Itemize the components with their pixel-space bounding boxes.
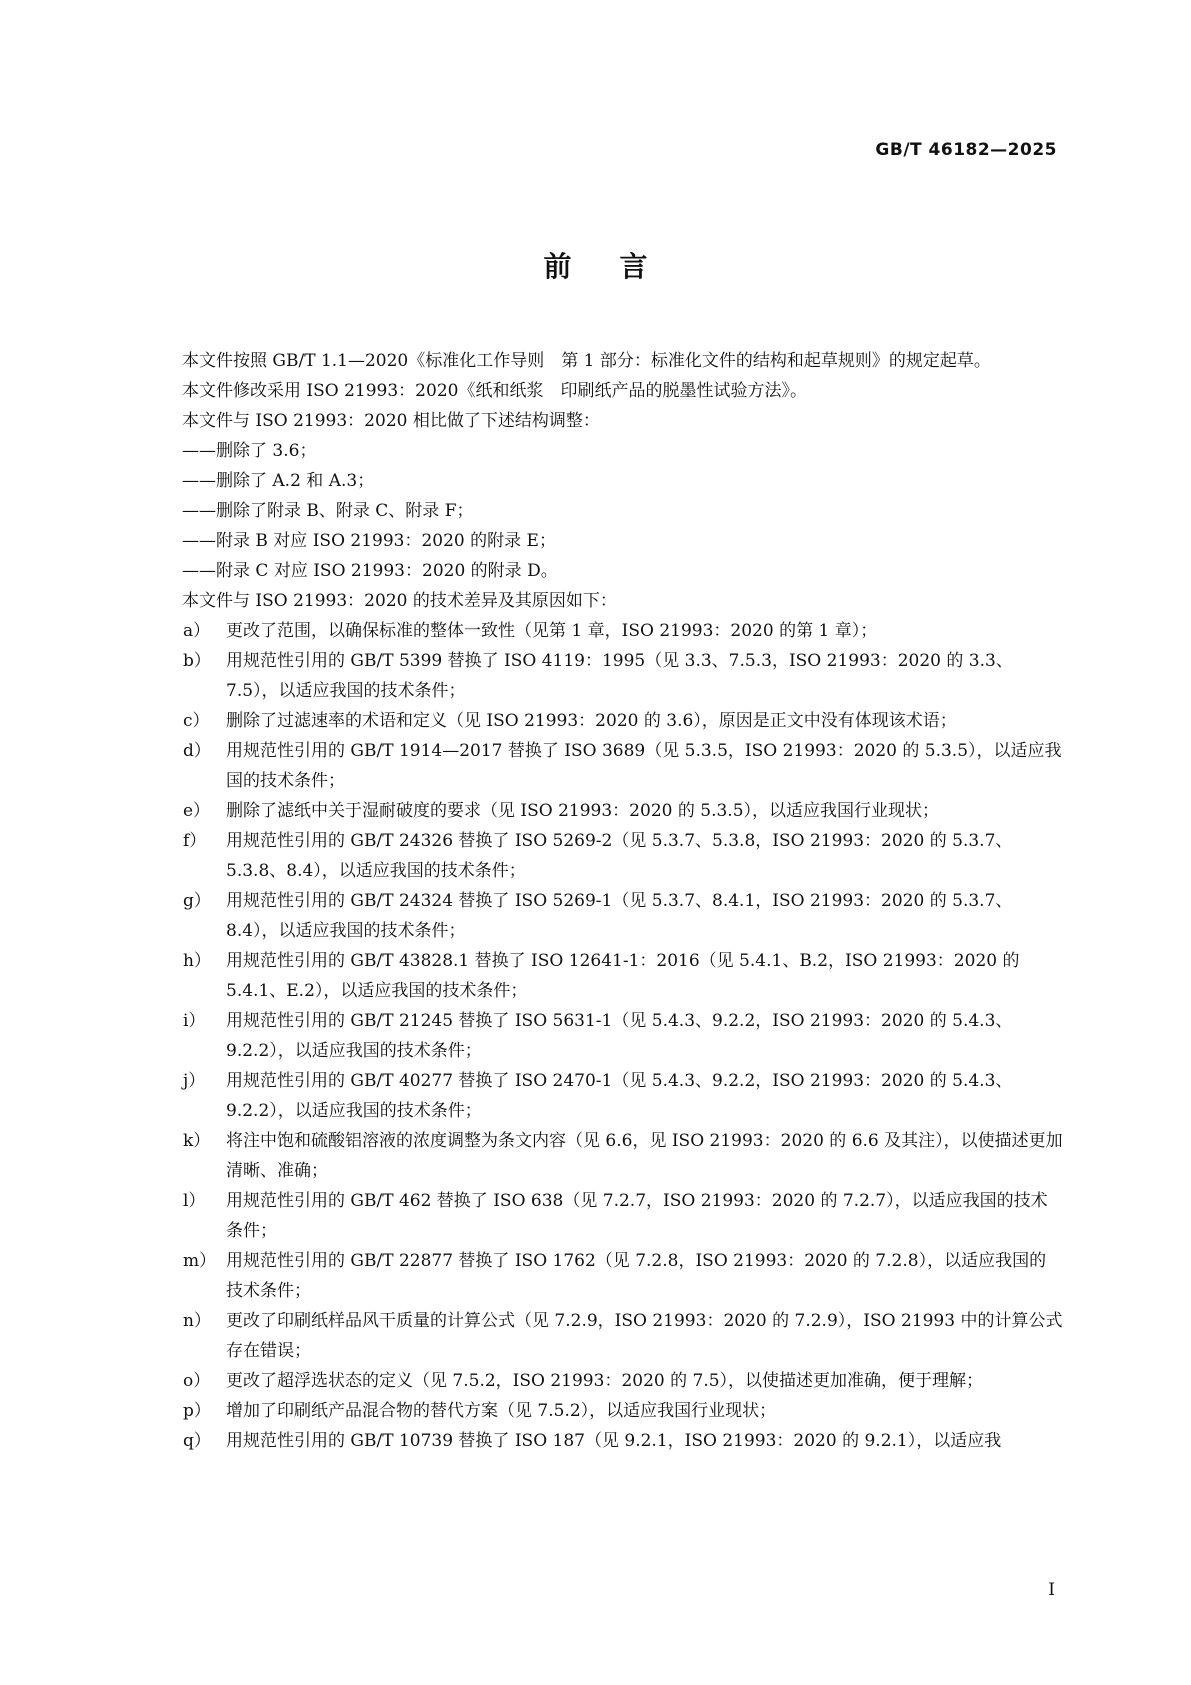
list-text: 用规范性引用的 GB/T 1914—2017 替换了 ISO 3689（见 5.3.5，ISO 21993：2020 的 5.3.5），以适应我国的技术条件； [226, 741, 1062, 791]
tech-difference-item [143, 1366, 1063, 1396]
tech-differences-list [143, 616, 1063, 1456]
tech-differences-intro: 本文件与 ISO 21993：2020 的技术差异及其原因如下： [182, 591, 617, 611]
list-marker: g） [183, 891, 211, 911]
tech-difference-item [143, 736, 1063, 796]
list-text: 更改了超浮选状态的定义（见 7.5.2，ISO 21993：2020 的 7.5），以使描述更加准确，便于理解； [226, 1371, 984, 1391]
list-text: 用规范性引用的 GB/T 24326 替换了 ISO 5269-2（见 5.3.7、5.3.8，ISO 21993：2020 的 5.3.7、5.3.8、8.4），以适应我国的技术条件； [226, 831, 1013, 881]
list-marker: p） [183, 1401, 211, 1421]
document-id: GB/T 46182—2025 [875, 140, 1057, 160]
tech-difference-item [143, 616, 1063, 646]
tech-difference-item [143, 946, 1063, 1006]
list-text: 用规范性引用的 GB/T 43828.1 替换了 ISO 12641-1：2016（见 5.4.1、B.2，ISO 21993：2020 的 5.4.1、E.2），以适应我国的技术条件； [226, 951, 1020, 1001]
list-marker: i） [183, 1011, 206, 1031]
list-text: 用规范性引用的 GB/T 22877 替换了 ISO 1762（见 7.2.8，ISO 21993：2020 的 7.2.8），以适应我国的技术条件； [226, 1251, 1047, 1301]
list-text: 用规范性引用的 GB/T 40277 替换了 ISO 2470-1（见 5.4.3、9.2.2，ISO 21993：2020 的 5.4.3、9.2.2），以适应我国的技术条件； [226, 1071, 1013, 1121]
structure-change-item: ——删除了 3.6； [182, 441, 317, 461]
list-text: 增加了印刷纸产品混合物的替代方案（见 7.5.2），以适应我国行业现状； [226, 1401, 777, 1421]
tech-difference-item [143, 1186, 1063, 1246]
list-marker: e） [183, 801, 211, 821]
intro-paragraph: 本文件按照 GB/T 1.1—2020《标准化工作导则 第 1 部分：标准化文件的结构和起草规则》的规定起草。 [182, 351, 991, 371]
list-marker: h） [183, 951, 211, 971]
list-marker: d） [183, 741, 211, 761]
tech-difference-item [143, 706, 1063, 736]
list-marker: j） [183, 1071, 206, 1091]
intro-paragraph: 本文件修改采用 ISO 21993：2020《纸和纸浆 印刷纸产品的脱墨性试验方法》。 [182, 381, 807, 401]
list-text: 用规范性引用的 GB/T 5399 替换了 ISO 4119：1995（见 3.3、7.5.3，ISO 21993：2020 的 3.3、7.5），以适应我国的技术条件； [226, 651, 1013, 701]
structure-change-item: ——删除了附录 B、附录 C、附录 F； [182, 501, 474, 521]
list-marker: l） [183, 1191, 206, 1211]
preface-body [143, 346, 1063, 1456]
structure-change-item: ——附录 C 对应 ISO 21993：2020 的附录 D。 [182, 561, 558, 581]
tech-difference-item [143, 796, 1063, 826]
list-text: 用规范性引用的 GB/T 462 替换了 ISO 638（见 7.2.7，ISO 21993：2020 的 7.2.7），以适应我国的技术条件； [226, 1191, 1048, 1241]
tech-difference-item [143, 646, 1063, 706]
list-marker: a） [183, 621, 211, 641]
list-text: 更改了印刷纸样品风干质量的计算公式（见 7.2.9，ISO 21993：2020 的 7.2.9），ISO 21993 中的计算公式存在错误； [226, 1311, 1063, 1361]
list-text: 删除了过滤速率的术语和定义（见 ISO 21993：2020 的 3.6），原因是正文中没有体现该术语； [226, 711, 957, 731]
list-text: 更改了范围，以确保标准的整体一致性（见第 1 章，ISO 21993：2020 的第 1 章）； [226, 621, 878, 641]
tech-difference-item [143, 826, 1063, 886]
structure-change-item: ——附录 B 对应 ISO 21993：2020 的附录 E； [182, 531, 556, 551]
list-marker: b） [183, 651, 211, 671]
tech-difference-item [143, 1426, 1063, 1456]
list-text: 用规范性引用的 GB/T 21245 替换了 ISO 5631-1（见 5.4.3、9.2.2，ISO 21993：2020 的 5.4.3、9.2.2），以适应我国的技术条件； [226, 1011, 1013, 1061]
tech-difference-item [143, 1306, 1063, 1366]
tech-difference-item [143, 1396, 1063, 1426]
tech-difference-item [143, 1126, 1063, 1186]
tech-difference-item [143, 1006, 1063, 1066]
page-number: I [1048, 1580, 1055, 1600]
list-text: 用规范性引用的 GB/T 24324 替换了 ISO 5269-1（见 5.3.7、8.4.1，ISO 21993：2020 的 5.3.7、8.4），以适应我国的技术条件； [226, 891, 1013, 941]
page-title: 前言 [543, 250, 696, 283]
list-marker: n） [183, 1311, 211, 1331]
list-marker: q） [183, 1431, 211, 1451]
list-marker: m） [183, 1251, 217, 1271]
intro-paragraph: 本文件与 ISO 21993：2020 相比做了下述结构调整： [182, 411, 600, 431]
tech-difference-item [143, 886, 1063, 946]
structure-change-item: ——删除了 A.2 和 A.3； [182, 471, 375, 491]
list-marker: c） [183, 711, 210, 731]
list-text: 将注中饱和硫酸铝溶液的浓度调整为条文内容（见 6.6，见 ISO 21993：2020 的 6.6 及其注），以使描述更加清晰、准确； [226, 1131, 1063, 1181]
tech-difference-item [143, 1246, 1063, 1306]
list-text: 用规范性引用的 GB/T 10739 替换了 ISO 187（见 9.2.1，ISO 21993：2020 的 9.2.1），以适应我 [226, 1431, 1002, 1451]
list-text: 删除了滤纸中关于湿耐破度的要求（见 ISO 21993：2020 的 5.3.5），以适应我国行业现状； [226, 801, 940, 821]
list-marker: k） [183, 1131, 211, 1151]
list-marker: f） [183, 831, 207, 851]
tech-difference-item [143, 1066, 1063, 1126]
list-marker: o） [183, 1371, 211, 1391]
